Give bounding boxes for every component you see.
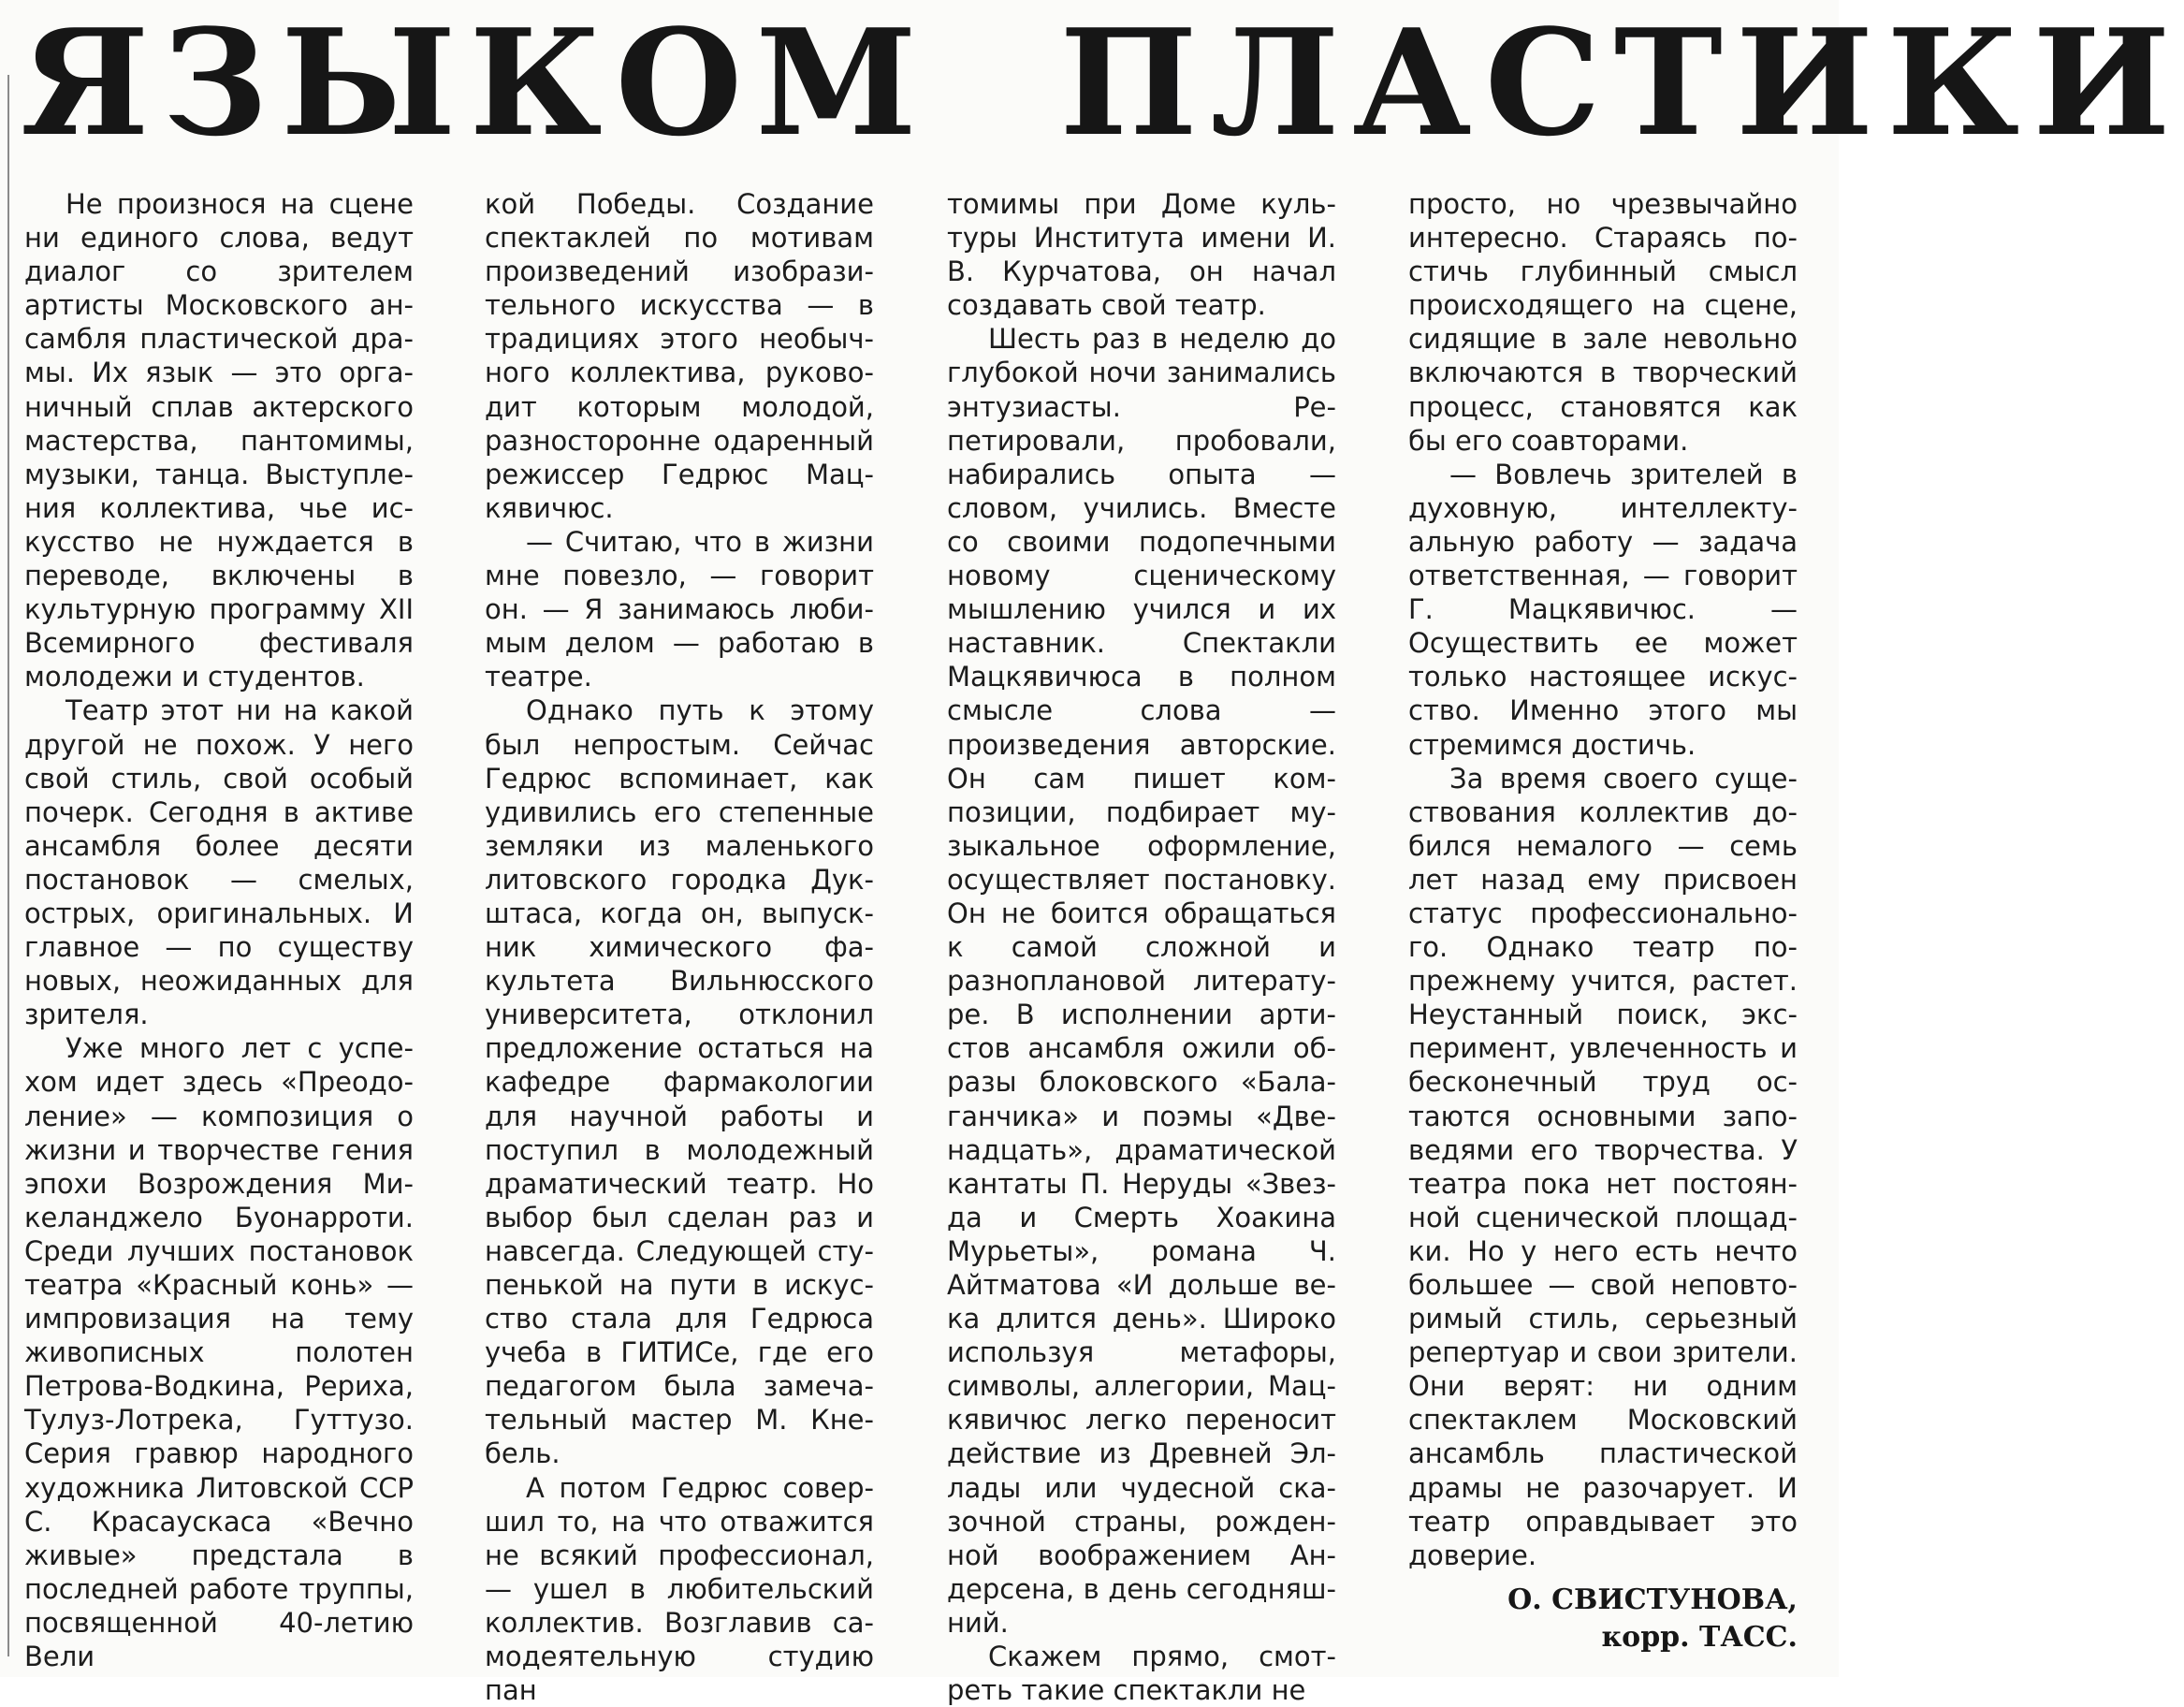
article-column-3: [947, 187, 1336, 1707]
article-paragraph: За время своего существования коллектив добился немалого — семь лет назад ему присвоен статус профессионального. Однако театр по-прежнему учится, растет. Неустанный поиск, эксперимент, увлеченность и бесконечный труд остаются основными заповедями его творчества. У театра пока нет постоянной сценической площадки. Но у него есть нечто большее — свой неповторимый стиль, серьезный репертуар и свои зрители. Они верят: ни одним спектаклем Московский ансамбль пластической драмы не разочарует. И театр оправдывает это доверие.: [1408, 762, 1798, 1571]
article-headline: ЯЗЫКОМ ПЛАСТИКИ: [21, 0, 2184, 168]
article-paragraph: — Вовлечь зрителей в духовную, интеллектуальную работу — задача ответственная, — говорит Г. Мацкявичюс. — Осуществить ее может только настоящее искусство. Именно этого мы стремимся достичь.: [1408, 458, 1798, 761]
article-paragraph: Шесть раз в неделю до глубокой ночи занимались энтузиасты. Репетировали, пробовали, набирались опыта — словом, учились. Вместе со своими подопечными новому сценическому мышлению учился и их наставник. Спектакли Мацкявичюса в полном смысле слова — произведения авторские. Он сам пишет композиции, подбирает музыкальное оформление, осуществляет постановку. Он не боится обращаться к самой сложной и разноплановой литературе. В исполнении артистов ансамбля ожили образы блоковского «Балаганчика» и поэмы «Двенадцать», драматической кантаты П. Неруды «Звезда и Смерть Хоакина Мурьеты», романа Ч. Айтматова «И дольше века длится день». Широко используя метафоры, символы, аллегории, Мацкявичюс легко переносит действие из Древней Эллады или чудесной сказочной страны, рожденной воображением Андерсена, в день сегодняшний.: [947, 323, 1336, 1639]
article-column-4: [1408, 187, 1798, 1572]
article-paragraph: Театр этот ни на какой другой не похож. У него свой стиль, свой особый почерк. Сегодня в активе ансамбля более десяти постановок — смелых, острых, оригинальных. И главное — по существу новых, неожиданных для зрителя.: [24, 694, 414, 1031]
left-edge-rule: [7, 75, 9, 1656]
article-paragraph: Скажем прямо, смотреть такие спектакли не: [947, 1641, 1336, 1707]
article-paragraph-continued: кой Победы. Создание спектаклей по мотивам произведений изобразительного искусства — в традициях этого необычного коллектива, руководит которым молодой, разносторонне одаренный режиссер Гедрюс Мацкявичюс.: [485, 188, 874, 524]
article-paragraph: А потом Гедрюс совершил то, на что отважится не всякий профессионал, — ушел в любительский коллектив. Возглавив самодеятельную студию пан: [485, 1471, 874, 1707]
article-paragraph-continued: просто, но чрезвычайно интересно. Стараясь постичь глубинный смысл происходящего на сцене, сидящие в зале невольно включаются в творческий процесс, становятся как бы его соавторами.: [1408, 188, 1798, 457]
article-column-1: [24, 187, 414, 1673]
article-paragraph: Уже много лет с успехом идет здесь «Преодоление» — композиция о жизни и творчестве гения эпохи Возрождения Микеланджело Буонарроти. Среди лучших постановок театра «Красный конь» — импровизация на тему живописных полотен Петрова-Водкина, Рериха, Тулуз-Лотрека, Гуттузо. Серия гравюр народного художника Литовской ССР С. Красаускаса «Вечно живые» предстала в последней работе труппы, посвященной 40-летию Вели: [24, 1032, 414, 1673]
byline-author: О. СВИСТУНОВА,: [1507, 1583, 1798, 1616]
article-paragraph: Не произнося на сцене ни единого слова, ведут диалог со зрителем артисты Московского ансамбля пластической драмы. Их язык — это органичный сплав актерского мастерства, пантомимы, музыки, танца. Выступления коллектива, чье искусство не нуждается в переводе, включены в культурную программу XII Всемирного фестиваля молодежи и студентов.: [24, 188, 414, 693]
article-byline: [1408, 1582, 1798, 1656]
article-paragraph: — Считаю, что в жизни мне повезло, — говорит он. — Я занимаюсь любимым делом — работаю в театре.: [485, 525, 874, 693]
byline-affiliation: корр. ТАСС.: [1601, 1621, 1798, 1654]
article-paragraph: Однако путь к этому был непростым. Сейчас Гедрюс вспоминает, как удивились его степенные земляки из маленького литовского городка Дукштаса, когда он, выпускник химического факультета Вильнюсского университета, отклонил предложение остаться на кафедре фармакологии для научной работы и поступил в молодежный драматический театр. Но выбор был сделан раз и навсегда. Следующей ступенькой на пути в искусство стала для Гедрюса учеба в ГИТИСе, где его педагогом была замечательный мастер М. Кнебель.: [485, 694, 874, 1470]
article-column-2: [485, 187, 874, 1707]
article-paragraph-continued: томимы при Доме культуры Института имени И. В. Курчатова, он начал создавать свой театр.: [947, 188, 1336, 322]
